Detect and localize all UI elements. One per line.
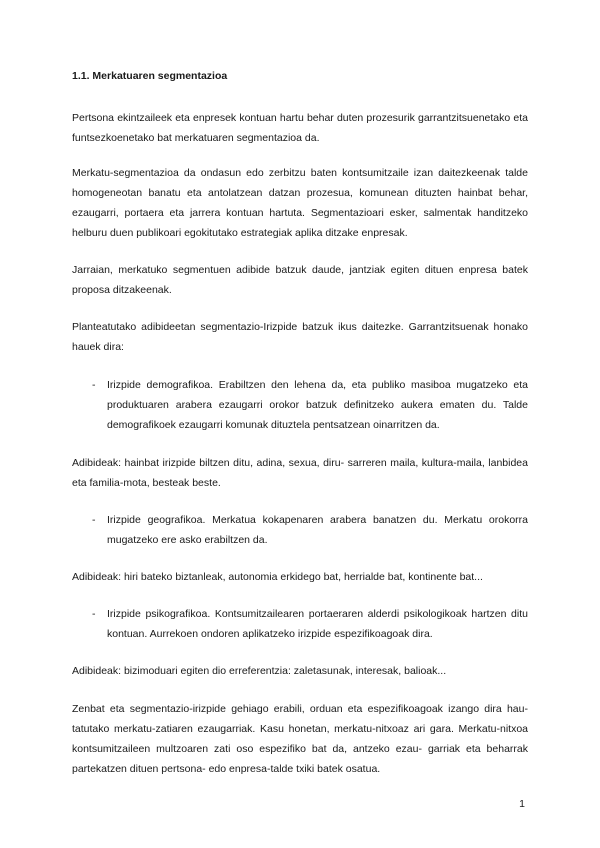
criteria-intro-paragraph: Planteatutako adibideetan segmentazio-Irizpide batzuk ikus daitezke. Garrantzitsuenak honako hauek dira: <box>72 321 528 353</box>
list-item-text: Irizpide geografikoa. Merkatua kokapenaren arabera banatzen du. Merkatu orokorra mugatzeko ere asko erabiltzen da. <box>107 514 528 546</box>
list-item-text: Irizpide psikografikoa. Kontsumitzailearen portaeraren alderdi psikologikoak hartzen ditu kontuan. Aurrekoen ondoren aplikatzeko irizpide espezifikoagoak dira. <box>107 608 528 640</box>
list-bullet: - <box>92 608 96 620</box>
list-item-text: Irizpide demografikoa. Erabiltzen den lehena da, eta publiko masiboa mugatzeko eta produktuaren arabera ezaugarri orokor batzuk definitzeko aukera ematen du. Talde demografikoek ezaugarri komunak dituztela pentsatzean oinarritzen da. <box>107 379 528 431</box>
demographic-examples: Adibideak: hainbat irizpide biltzen ditu, adina, sexua, diru- sarreren maila, kultura-maila, lanbidea eta familia-mota, besteak beste. <box>72 457 528 489</box>
page-number: 1 <box>519 798 525 810</box>
examples-intro-paragraph: Jarraian, merkatuko segmentuen adibide batzuk daude, jantziak egiten dituen enpresa batek proposa ditzakeenak. <box>72 264 528 296</box>
intro-paragraph: Pertsona ekintzaileek eta enpresek kontuan hartu behar duten prozesurik garrantzitsuenetako eta funtsezkoenetako bat merkatuaren segmentazioa da. <box>72 112 528 144</box>
list-bullet: - <box>92 379 96 391</box>
closing-paragraph: Zenbat eta segmentazio-irizpide gehiago erabili, orduan eta espezifikoagoak izango dira hau- tatutako merkatu-zatiaren ezaugarriak. Kasu honetan, merkatu-nitxoaz ari gara. Merkatu-nitxoa kontsumitzaileen multzoaren zati oso espezifiko bat da, antzeko ezau- garriak eta beharrak partekatzen dituen pertsona- edo enpresa-talde txiki batek osatua. <box>72 703 528 775</box>
psychographic-examples: Adibideak: bizimoduari egiten dio erreferentzia: zaletasunak, interesak, balioak... <box>72 665 447 677</box>
list-bullet: - <box>92 514 96 526</box>
geographic-examples: Adibideak: hiri bateko biztanleak, autonomia erkidego bat, herrialde bat, kontinente bat... <box>72 571 483 583</box>
section-heading: 1.1. Merkatuaren segmentazioa <box>72 70 228 82</box>
definition-paragraph: Merkatu-segmentazioa da ondasun edo zerbitzu baten kontsumitzaile izan daitezkeenak talde homogeneotan banatu eta antolatzean datzan prozesua, komunean dituzten hainbat behar, ezaugarri, portaera eta jarrera kontuan hartuta. Segmentazioari esker, salmentak handitzeko helburu duen publikoari egokitutako estrategiak aplika ditzake enpresak. <box>72 167 528 239</box>
